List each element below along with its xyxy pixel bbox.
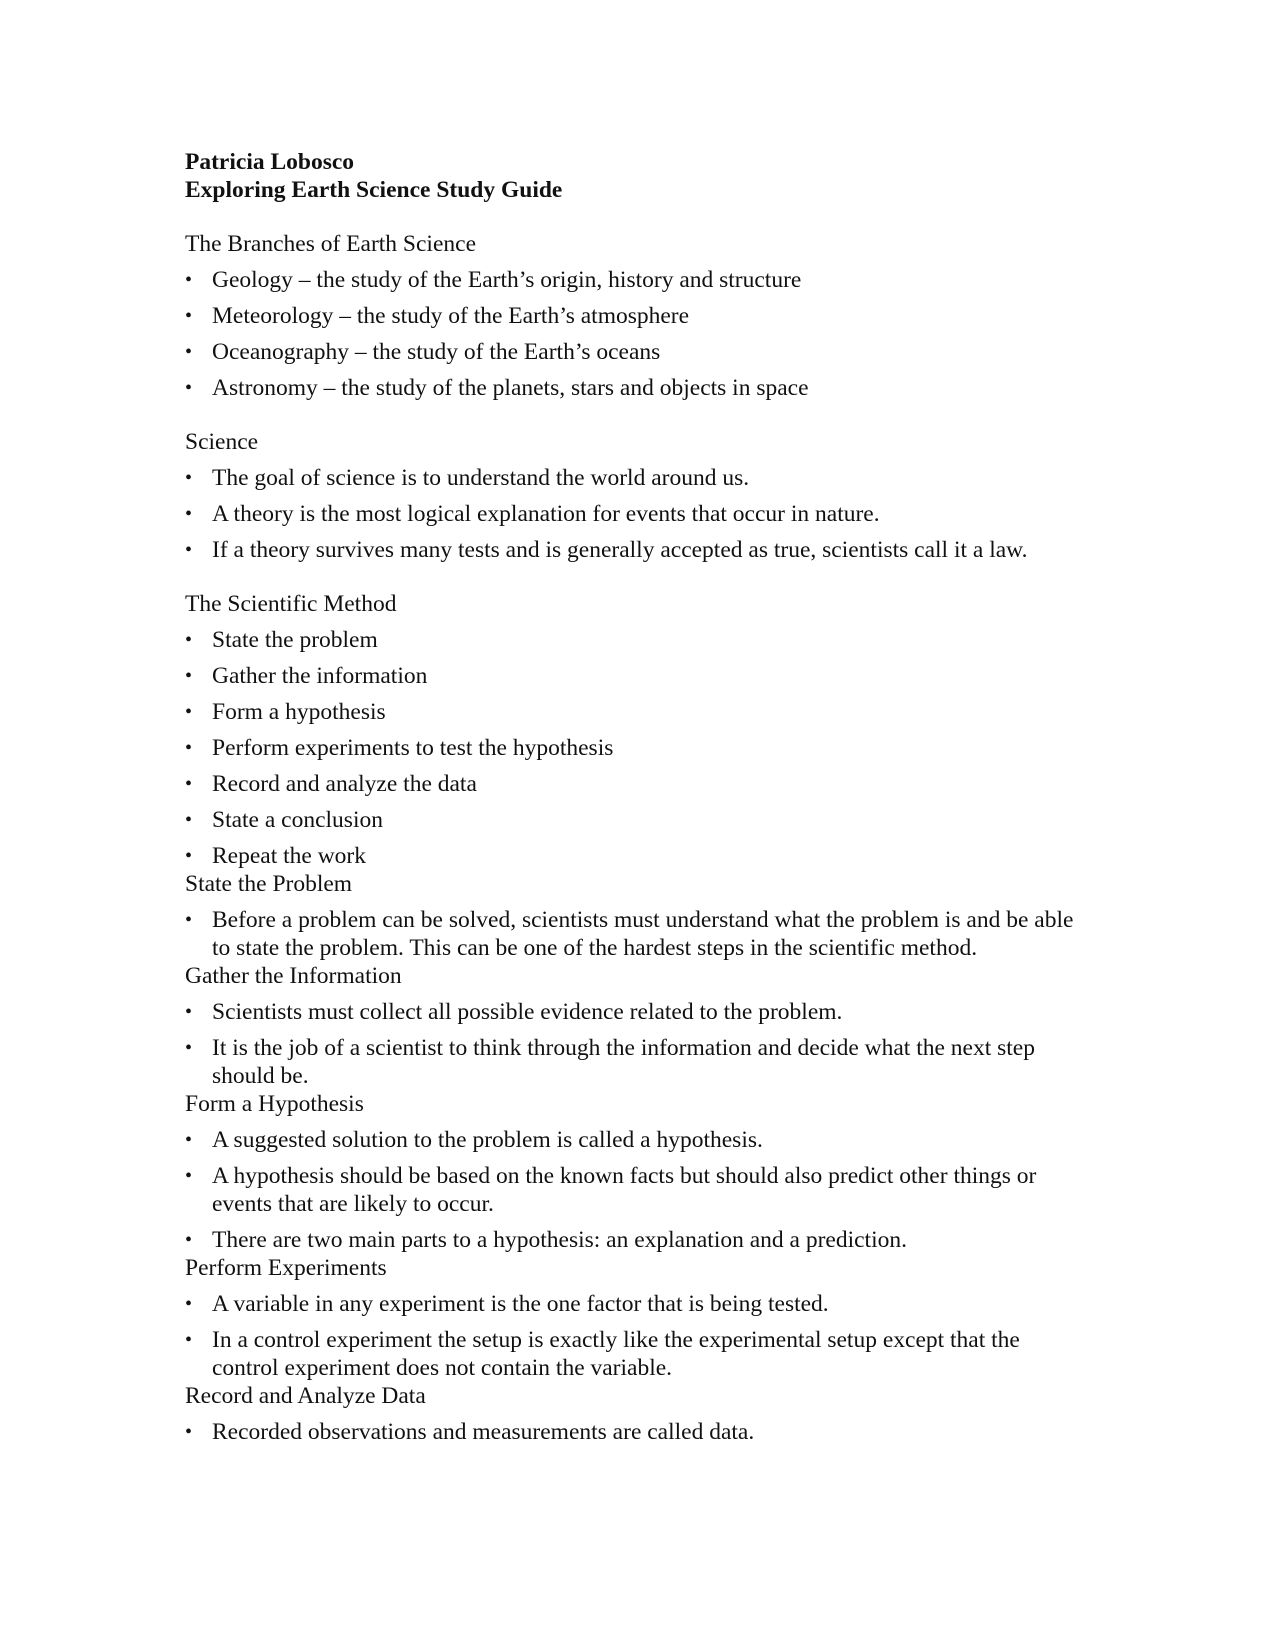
list-item: • Oceanography – the study of the Earth’s oceans [185,338,1085,366]
list-item: • Repeat the work [185,842,1085,870]
list-item: • The goal of science is to understand the world around us. [185,464,1085,492]
section-heading: Gather the Information [185,963,402,989]
section-branches [185,230,1085,402]
list-item: • It is the job of a scientist to think through the information and decide what the next step should be. [185,1034,1085,1090]
list-item: • A hypothesis should be based on the known facts but should also predict other things or events that are likely to occur. [185,1162,1085,1218]
list-item: • There are two main parts to a hypothesis: an explanation and a prediction. [185,1226,1085,1254]
section-heading: The Branches of Earth Science [185,231,477,257]
bullet-list [185,998,1085,1090]
section-gather-information [185,962,1085,1090]
list-item: • In a control experiment the setup is exactly like the experimental setup except that the control experiment does not contain the variable. [185,1326,1085,1382]
list-item: • If a theory survives many tests and is generally accepted as true, scientists call it a law. [185,536,1085,564]
list-item: • Meteorology – the study of the Earth’s atmosphere [185,302,1085,330]
list-item: • Gather the information [185,662,1085,690]
list-item: • A variable in any experiment is the one factor that is being tested. [185,1290,1085,1318]
document-page [185,148,1085,1446]
section-state-problem [185,870,1085,962]
section-record-analyze [185,1382,1085,1446]
list-item: • Before a problem can be solved, scientists must understand what the problem is and be able to state the problem. This can be one of the hardest steps in the scientific method. [185,906,1085,962]
section-heading: Record and Analyze Data [185,1383,426,1409]
list-item: • A theory is the most logical explanation for events that occur in nature. [185,500,1085,528]
section-science [185,428,1085,564]
section-perform-experiments [185,1254,1085,1382]
section-scientific-method [185,590,1085,870]
bullet-list [185,1418,1085,1446]
list-item: • State a conclusion [185,806,1085,834]
list-item: • Record and analyze the data [185,770,1085,798]
list-item: • Perform experiments to test the hypothesis [185,734,1085,762]
list-item: • State the problem [185,626,1085,654]
bullet-list [185,1290,1085,1382]
section-heading: Perform Experiments [185,1255,387,1281]
author-name: Patricia Lobosco [185,149,355,175]
section-heading: Form a Hypothesis [185,1091,364,1117]
bullet-list [185,464,1085,564]
list-item: • Scientists must collect all possible evidence related to the problem. [185,998,1085,1026]
list-item: • A suggested solution to the problem is called a hypothesis. [185,1126,1085,1154]
list-item: • Astronomy – the study of the planets, stars and objects in space [185,374,1085,402]
bullet-list [185,266,1085,402]
bullet-list [185,1126,1085,1254]
section-heading: State the Problem [185,871,353,897]
bullet-list [185,906,1085,962]
list-item: • Form a hypothesis [185,698,1085,726]
section-form-hypothesis [185,1090,1085,1254]
section-heading: Science [185,429,259,455]
document-title: Exploring Earth Science Study Guide [185,177,563,203]
list-item: • Recorded observations and measurements are called data. [185,1418,1085,1446]
list-item: • Geology – the study of the Earth’s origin, history and structure [185,266,1085,294]
section-heading: The Scientific Method [185,591,397,617]
bullet-list [185,626,1085,870]
